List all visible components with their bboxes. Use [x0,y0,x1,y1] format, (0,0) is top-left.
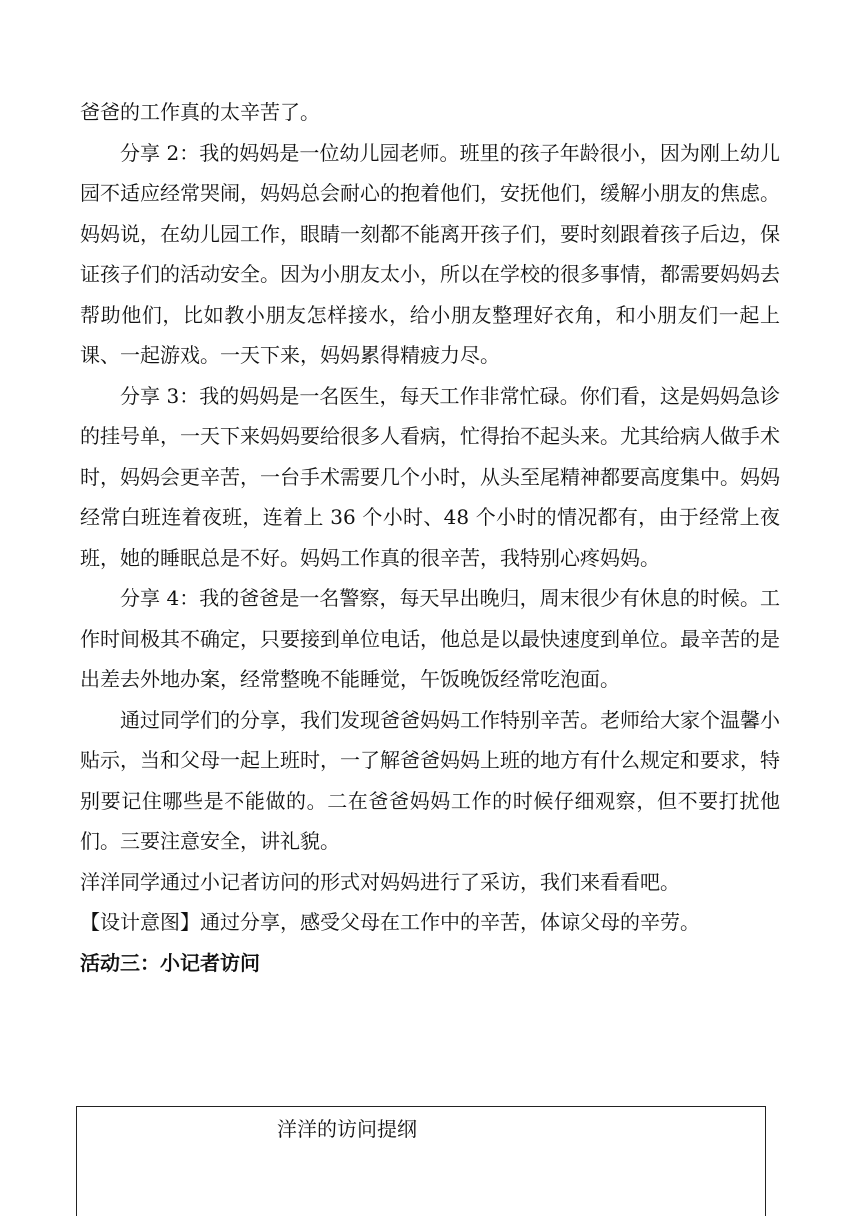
table-right-border [765,1150,766,1216]
section-heading-activity-3: 活动三：小记者访问 [80,950,260,975]
paragraph-share-4: 分享 4：我的爸爸是一名警察，每天早出晚归，周末很少有休息的时候。工作时间极其不确定，只要接到单位电话，他总是以最快速度到单位。最辛苦的是出差去外地办案，经常整晚不能睡觉，午饭晚饭经常吃泡面。 [80,586,780,691]
paragraph-share-3: 分享 3：我的妈妈是一名医生，每天工作非常忙碌。你们看，这是妈妈急诊的挂号单，一天下来妈妈要给很多人看病，忙得抬不起头来。尤其给病人做手术时，妈妈会更辛苦，一台手术需要几个小时，从头至尾精神都要高度集中。妈妈经常白班连着夜班，连着上 36 个小时、48 个小时的情况都有，由于经常上夜班，她的睡眠总是不好。妈妈工作真的很辛苦，我特别心疼妈妈。 [80,383,780,570]
table-left-border [76,1150,77,1216]
document-body [80,92,780,983]
paragraph-share-2: 分享 2：我的妈妈是一位幼儿园老师。班里的孩子年龄很小，因为刚上幼儿园不适应经常哭闹，妈妈总会耐心的抱着他们，安抚他们，缓解小朋友的焦虑。妈妈说，在幼儿园工作，眼睛一刻都不能离开孩子们，要时刻跟着孩子后边，保证孩子们的活动安全。因为小朋友太小，所以在学校的很多事情，都需要妈妈去帮助他们，比如教小朋友怎样接水，给小朋友整理好衣角，和小朋友们一起上课、一起游戏。一天下来，妈妈累得精疲力尽。 [80,140,780,367]
paragraph-intro-ending: 爸爸的工作真的太辛苦了。 [80,100,320,124]
paragraph-teacher-summary: 通过同学们的分享，我们发现爸爸妈妈工作特别辛苦。老师给大家个温馨小贴示，当和父母一起上班时，一了解爸爸妈妈上班的地方有什么规定和要求，特别要记住哪些是不能做的。二在爸爸妈妈工作的时候仔细观察，但不要打扰他们。三要注意安全，讲礼貌。 [80,707,780,853]
paragraph-interview-intro: 洋洋同学通过小记者访问的形式对妈妈进行了采访，我们来看看吧。 [80,869,680,894]
paragraph-design-intent: 【设计意图】通过分享，感受父母在工作中的辛苦，体谅父母的辛劳。 [80,910,700,934]
interview-outline-table [76,1106,766,1150]
interview-outline-title: 洋洋的访问提纲 [277,1117,417,1141]
